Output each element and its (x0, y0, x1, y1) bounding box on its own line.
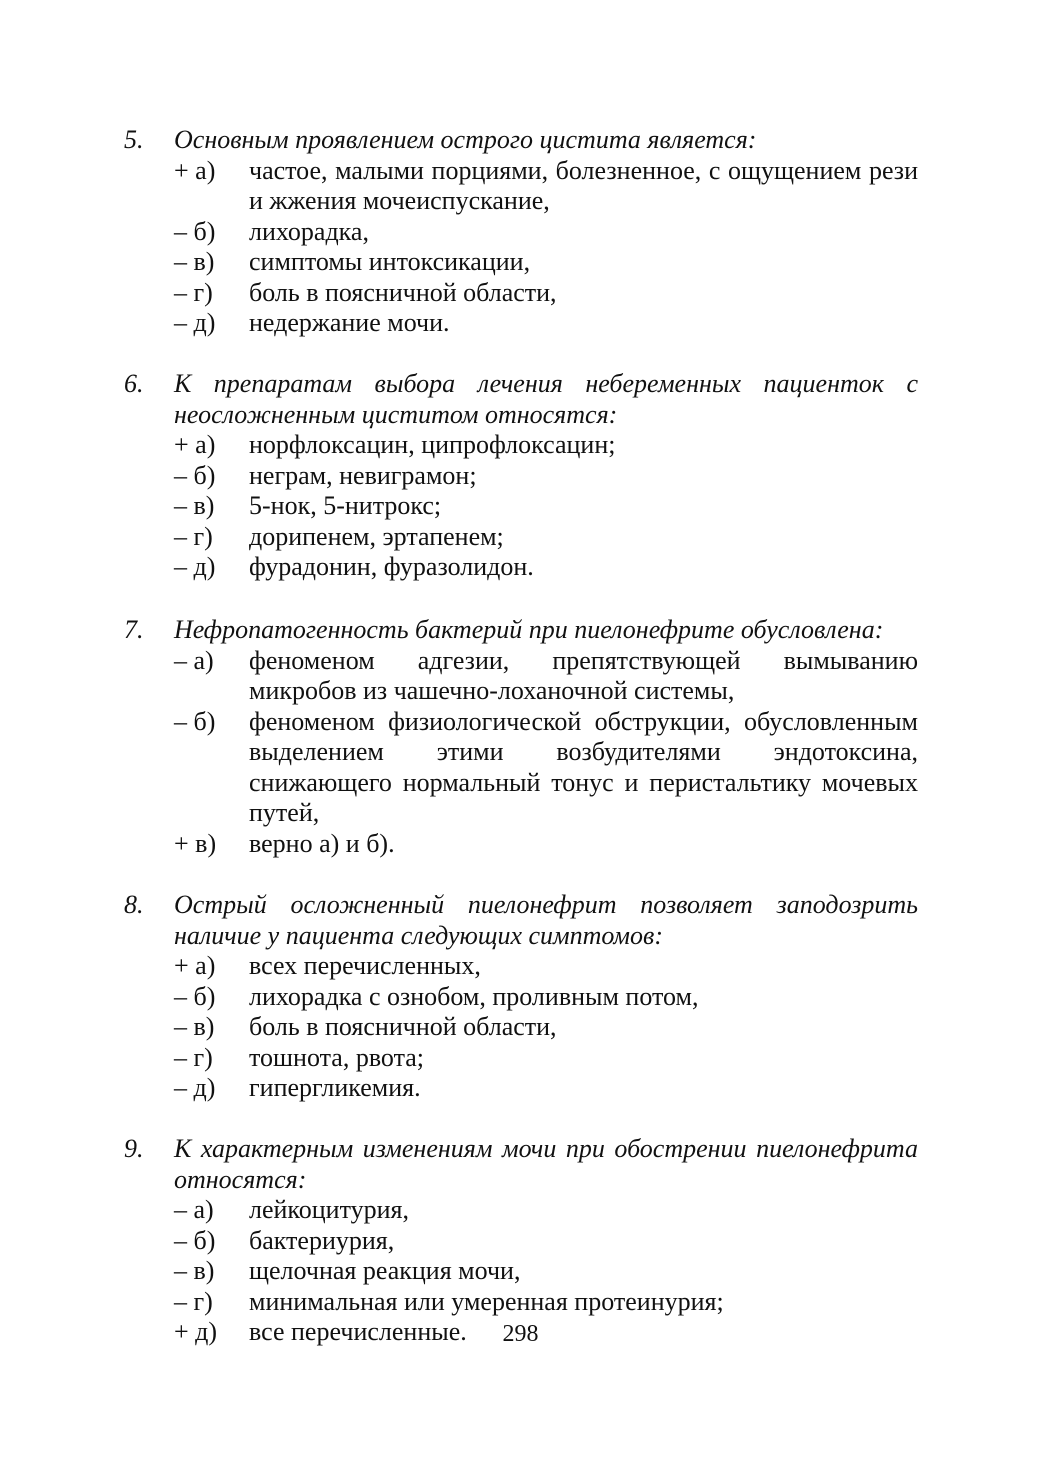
option-marker: – г) (174, 1286, 213, 1316)
question-text: Нефропатогенность бактерий при пиелонефрите обусловлена: (174, 615, 884, 644)
answer-options (124, 646, 918, 860)
question-7 (124, 615, 918, 859)
option-text: 5-нок, 5-нитрокс; (249, 491, 442, 520)
option-text: минимальная или умеренная протеинурия; (249, 1286, 724, 1316)
question-header (124, 890, 918, 951)
question-8 (124, 890, 918, 1104)
option-text: симптомы интоксикации, (249, 247, 531, 276)
answer-options (124, 430, 918, 583)
answer-option (124, 1043, 918, 1074)
option-marker: – г) (174, 521, 213, 551)
option-marker: – б) (174, 216, 216, 246)
question-header (124, 1134, 918, 1195)
option-marker: – в) (174, 491, 215, 520)
option-text: гипергликемия. (249, 1073, 421, 1102)
option-marker: – г) (174, 1042, 213, 1072)
answer-option (124, 1073, 918, 1104)
answer-option (124, 491, 918, 522)
answer-option (124, 1226, 918, 1257)
option-text: верно а) и б). (249, 828, 395, 858)
question-number: 7. (124, 615, 144, 644)
option-marker: – д) (174, 1073, 216, 1102)
answer-option (124, 1256, 918, 1287)
question-header (124, 125, 918, 156)
option-marker: – в) (174, 1256, 215, 1285)
answer-option (124, 646, 918, 707)
answer-option (124, 982, 918, 1013)
answer-options (124, 951, 918, 1104)
page-number: 298 (502, 1321, 539, 1347)
option-marker: – д) (174, 552, 216, 581)
option-marker: – б) (174, 1225, 216, 1255)
answer-option (124, 552, 918, 583)
answer-option (124, 308, 918, 339)
answer-option (124, 461, 918, 492)
question-header (124, 369, 918, 430)
option-marker: – б) (174, 706, 216, 736)
question-text: Острый осложненный пиелонефрит позволяет заподозрить наличие у пациента следующих симптомов: (174, 890, 918, 950)
option-marker: – д) (174, 308, 216, 337)
answer-option (124, 430, 918, 461)
question-header (124, 615, 918, 646)
option-text: дорипенем, эртапенем; (249, 521, 504, 551)
option-marker: – а) (174, 645, 214, 675)
question-text: К препаратам выбора лечения небеременных пациенток с неосложненным циститом относятся: (174, 369, 918, 429)
question-number: 6. (124, 369, 144, 398)
answer-option (124, 156, 918, 217)
option-text: фурадонин, фуразолидон. (249, 552, 534, 581)
answer-option (124, 829, 918, 860)
option-marker: – а) (174, 1195, 214, 1224)
answer-option (124, 522, 918, 553)
question-number: 8. (124, 890, 144, 919)
option-text: феноменом физиологической обструкции, обусловленным выделением этими возбудителями эндотоксина, снижающего нормальный тонус и перистальтику мочевых путей, (249, 706, 918, 827)
answer-option (124, 1287, 918, 1318)
option-text: тошнота, рвота; (249, 1042, 425, 1072)
option-marker: – в) (174, 1012, 215, 1041)
option-text: феноменом адгезии, препятствующей вымыванию микробов из чашечно-лоханочной системы, (249, 645, 918, 705)
question-number: 5. (124, 125, 144, 154)
option-text: боль в поясничной области, (249, 1012, 557, 1041)
question-6 (124, 369, 918, 583)
option-marker: + д) (174, 1317, 218, 1346)
option-text: неграм, невиграмон; (249, 460, 477, 490)
question-5 (124, 125, 918, 339)
option-text: недержание мочи. (249, 308, 450, 337)
question-9 (124, 1134, 918, 1348)
option-text: норфлоксацин, ципрофлоксацин; (249, 430, 616, 459)
option-text: лихорадка, (249, 216, 369, 246)
answer-option (124, 951, 918, 982)
question-number: 9. (124, 1134, 144, 1163)
question-text: К характерным изменениям мочи при обострении пиелонефрита относятся: (174, 1134, 918, 1194)
option-marker: – в) (174, 247, 215, 276)
option-marker: + а) (174, 155, 216, 185)
answer-options (124, 156, 918, 339)
answer-option (124, 707, 918, 829)
option-text: все перечисленные. (249, 1317, 467, 1346)
option-marker: + а) (174, 430, 216, 459)
option-marker: – б) (174, 981, 216, 1011)
option-text: лихорадка с ознобом, проливным потом, (249, 981, 699, 1011)
option-text: частое, малыми порциями, болезненное, с ощущением рези и жжения мочеиспускание, (249, 155, 918, 215)
answer-option (124, 1195, 918, 1226)
option-marker: + а) (174, 951, 216, 980)
answer-option (124, 247, 918, 278)
option-marker: – б) (174, 460, 216, 490)
option-text: щелочная реакция мочи, (249, 1256, 521, 1285)
answer-option (124, 217, 918, 248)
answer-option (124, 1012, 918, 1043)
option-marker: – г) (174, 277, 213, 307)
answer-option (124, 278, 918, 309)
question-text: Основным проявлением острого цистита является: (174, 125, 757, 154)
option-marker: + в) (174, 828, 217, 858)
option-text: бактериурия, (249, 1225, 395, 1255)
option-text: боль в поясничной области, (249, 277, 557, 307)
option-text: лейкоцитурия, (249, 1195, 409, 1224)
option-text: всех перечисленных, (249, 951, 481, 980)
